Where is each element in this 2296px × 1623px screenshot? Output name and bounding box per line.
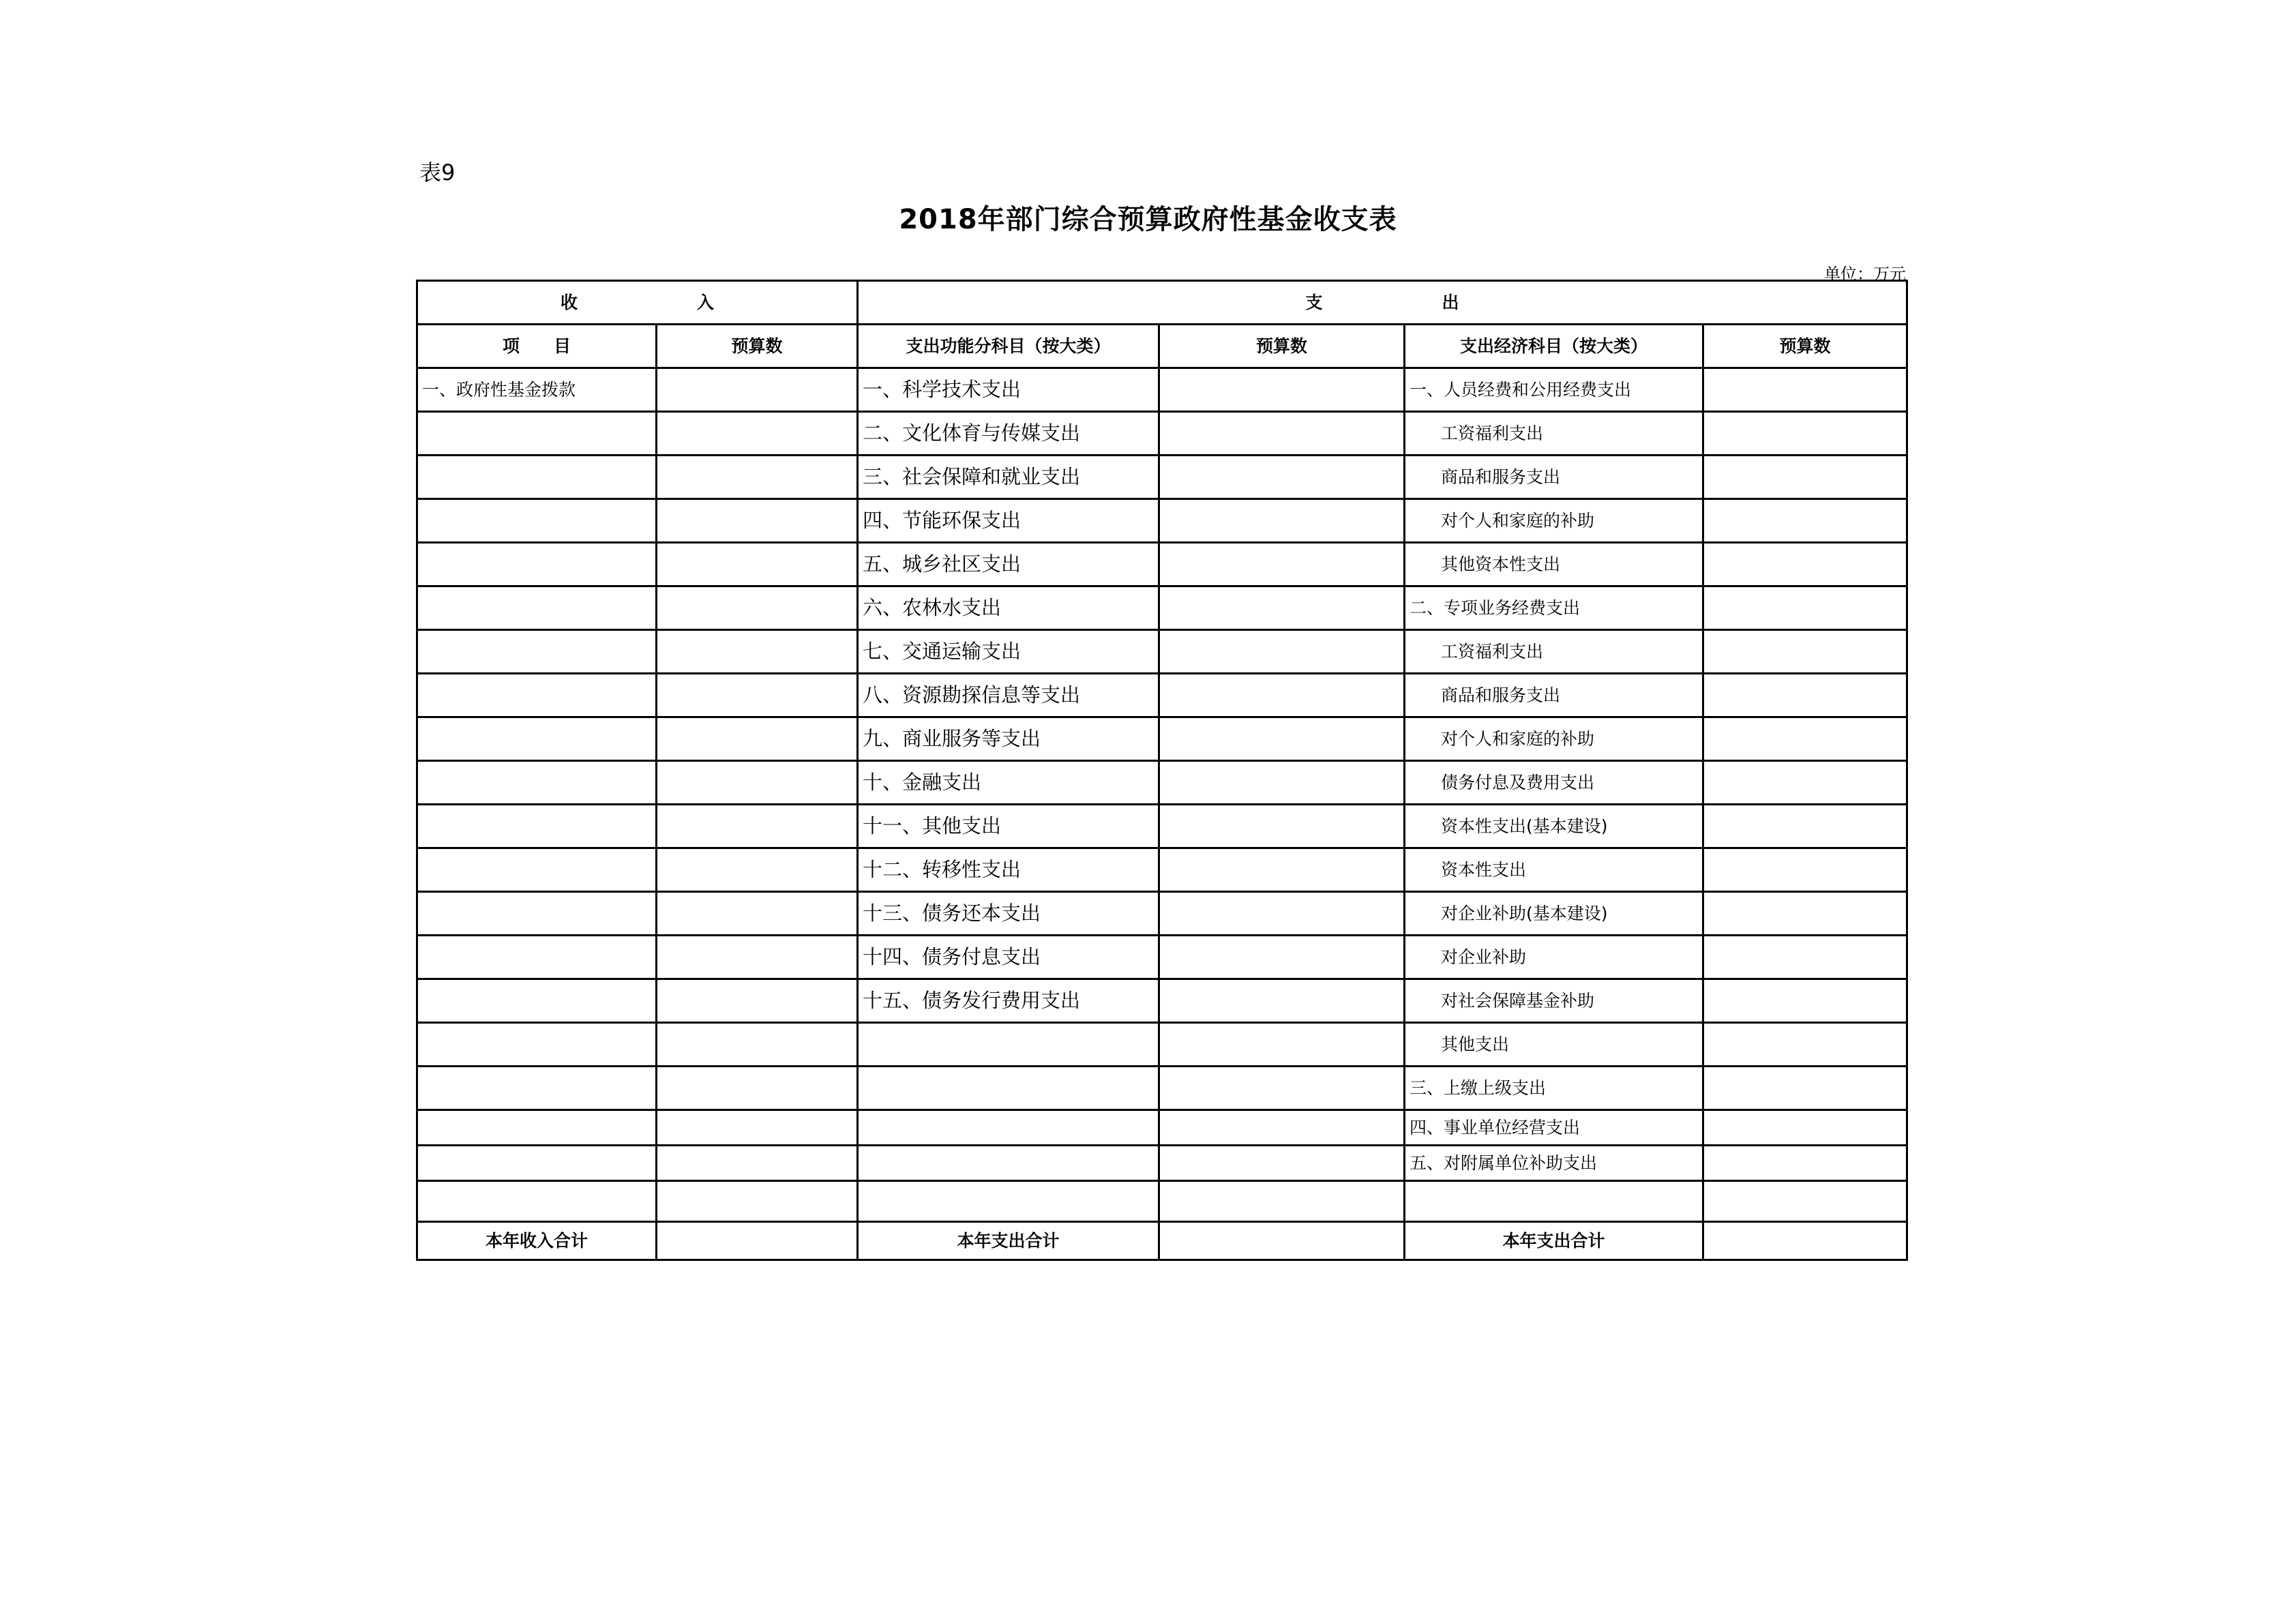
- econ-subject-cell: 对个人和家庭的补助: [1405, 717, 1703, 761]
- func-budget-cell: [1159, 848, 1405, 892]
- income-budget-cell: [657, 630, 858, 674]
- func-subject-cell: [858, 1146, 1159, 1181]
- table-row: [417, 1110, 1907, 1146]
- econ-subject-cell: 二、专项业务经费支出: [1405, 586, 1703, 630]
- income-budget-cell: [657, 717, 858, 761]
- econ-subject-cell: 商品和服务支出: [1405, 456, 1703, 499]
- func-budget-cell: [1159, 1146, 1405, 1181]
- econ-subject-cell: 对企业补助(基本建设): [1405, 892, 1703, 936]
- income-budget-cell: [657, 499, 858, 543]
- econ-budget-cell: [1703, 848, 1907, 892]
- income-item-cell: [417, 543, 657, 586]
- econ-total-value: [1703, 1222, 1907, 1260]
- blank-cell: [1703, 1181, 1907, 1222]
- col-header-econ-subject: 支出经济科目（按大类）: [1405, 325, 1703, 368]
- income-budget-cell: [657, 543, 858, 586]
- econ-subject-cell: 五、对附属单位补助支出: [1405, 1146, 1703, 1181]
- func-budget-cell: [1159, 499, 1405, 543]
- column-header-row: [417, 325, 1907, 368]
- table-row: [417, 1146, 1907, 1181]
- func-budget-cell: [1159, 1110, 1405, 1146]
- econ-budget-cell: [1703, 717, 1907, 761]
- blank-row: [417, 1181, 1907, 1222]
- table-row: [417, 412, 1907, 456]
- table-row: [417, 936, 1907, 979]
- table-row: [417, 630, 1907, 674]
- econ-subject-cell: 对企业补助: [1405, 936, 1703, 979]
- econ-budget-cell: [1703, 543, 1907, 586]
- income-item-cell: [417, 674, 657, 717]
- econ-subject-cell: 其他支出: [1405, 1023, 1703, 1067]
- econ-budget-cell: [1703, 674, 1907, 717]
- table-row: [417, 456, 1907, 499]
- econ-budget-cell: [1703, 1146, 1907, 1181]
- econ-budget-cell: [1703, 1023, 1907, 1067]
- econ-subject-cell: 资本性支出(基本建设): [1405, 805, 1703, 848]
- func-budget-cell: [1159, 586, 1405, 630]
- func-subject-cell: 二、文化体育与传媒支出: [858, 412, 1159, 456]
- func-subject-cell: 五、城乡社区支出: [858, 543, 1159, 586]
- func-budget-cell: [1159, 412, 1405, 456]
- income-item-cell: [417, 412, 657, 456]
- func-subject-cell: 七、交通运输支出: [858, 630, 1159, 674]
- func-budget-cell: [1159, 1023, 1405, 1067]
- econ-budget-cell: [1703, 499, 1907, 543]
- col-header-econ-budget: 预算数: [1703, 325, 1907, 368]
- unit-label: 单位：万元: [1824, 265, 1906, 284]
- func-budget-cell: [1159, 456, 1405, 499]
- table-row: [417, 499, 1907, 543]
- econ-total-label: 本年支出合计: [1405, 1222, 1703, 1260]
- table-row: [417, 1067, 1907, 1110]
- func-total-value: [1159, 1222, 1405, 1260]
- func-budget-cell: [1159, 717, 1405, 761]
- col-header-item: 项 目: [417, 325, 657, 368]
- income-budget-cell: [657, 1146, 858, 1181]
- func-subject-cell: 三、社会保障和就业支出: [858, 456, 1159, 499]
- section-header-row: [417, 281, 1907, 325]
- income-total-label: 本年收入合计: [417, 1222, 657, 1260]
- econ-budget-cell: [1703, 586, 1907, 630]
- income-item-cell: 一、政府性基金拨款: [417, 368, 657, 412]
- func-subject-cell: 六、农林水支出: [858, 586, 1159, 630]
- table-row: [417, 892, 1907, 936]
- econ-budget-cell: [1703, 456, 1907, 499]
- func-budget-cell: [1159, 674, 1405, 717]
- blank-cell: [657, 1181, 858, 1222]
- econ-subject-cell: 工资福利支出: [1405, 412, 1703, 456]
- income-item-cell: [417, 1110, 657, 1146]
- func-total-label: 本年支出合计: [858, 1222, 1159, 1260]
- income-budget-cell: [657, 674, 858, 717]
- func-subject-cell: [858, 1067, 1159, 1110]
- econ-budget-cell: [1703, 1110, 1907, 1146]
- econ-budget-cell: [1703, 1067, 1907, 1110]
- econ-budget-cell: [1703, 892, 1907, 936]
- econ-budget-cell: [1703, 761, 1907, 805]
- income-total-value: [657, 1222, 858, 1260]
- func-subject-cell: 十一、其他支出: [858, 805, 1159, 848]
- income-budget-cell: [657, 1067, 858, 1110]
- income-budget-cell: [657, 586, 858, 630]
- func-budget-cell: [1159, 1067, 1405, 1110]
- table-row: [417, 761, 1907, 805]
- blank-cell: [1159, 1181, 1405, 1222]
- econ-budget-cell: [1703, 805, 1907, 848]
- income-item-cell: [417, 717, 657, 761]
- func-budget-cell: [1159, 761, 1405, 805]
- income-item-cell: [417, 630, 657, 674]
- income-budget-cell: [657, 761, 858, 805]
- income-budget-cell: [657, 805, 858, 848]
- total-row: [417, 1222, 1907, 1260]
- table-row: [417, 674, 1907, 717]
- income-item-cell: [417, 761, 657, 805]
- func-subject-cell: 十三、债务还本支出: [858, 892, 1159, 936]
- col-header-func-subject: 支出功能分科目（按大类）: [858, 325, 1159, 368]
- table-row: [417, 979, 1907, 1023]
- table-row: [417, 586, 1907, 630]
- income-item-cell: [417, 979, 657, 1023]
- table-number-label: 表9: [419, 160, 456, 185]
- income-budget-cell: [657, 892, 858, 936]
- func-budget-cell: [1159, 630, 1405, 674]
- econ-subject-cell: 债务付息及费用支出: [1405, 761, 1703, 805]
- income-budget-cell: [657, 1023, 858, 1067]
- econ-budget-cell: [1703, 979, 1907, 1023]
- income-item-cell: [417, 1146, 657, 1181]
- income-item-cell: [417, 499, 657, 543]
- econ-subject-cell: 工资福利支出: [1405, 630, 1703, 674]
- func-subject-cell: 十五、债务发行费用支出: [858, 979, 1159, 1023]
- blank-cell: [417, 1181, 657, 1222]
- income-item-cell: [417, 586, 657, 630]
- income-item-cell: [417, 1067, 657, 1110]
- func-subject-cell: 九、商业服务等支出: [858, 717, 1159, 761]
- income-budget-cell: [657, 412, 858, 456]
- col-header-income-budget: 预算数: [657, 325, 858, 368]
- func-subject-cell: 十二、转移性支出: [858, 848, 1159, 892]
- page-title: 2018年部门综合预算政府性基金收支表: [899, 204, 1397, 235]
- blank-cell: [1405, 1181, 1703, 1222]
- col-header-func-budget: 预算数: [1159, 325, 1405, 368]
- func-subject-cell: 十四、债务付息支出: [858, 936, 1159, 979]
- income-section-header: 收 入: [417, 281, 858, 325]
- income-budget-cell: [657, 979, 858, 1023]
- func-subject-cell: 一、科学技术支出: [858, 368, 1159, 412]
- income-item-cell: [417, 805, 657, 848]
- func-budget-cell: [1159, 368, 1405, 412]
- income-budget-cell: [657, 936, 858, 979]
- func-budget-cell: [1159, 979, 1405, 1023]
- func-subject-cell: 八、资源勘探信息等支出: [858, 674, 1159, 717]
- func-budget-cell: [1159, 936, 1405, 979]
- econ-subject-cell: 对社会保障基金补助: [1405, 979, 1703, 1023]
- income-budget-cell: [657, 456, 858, 499]
- income-budget-cell: [657, 848, 858, 892]
- econ-budget-cell: [1703, 630, 1907, 674]
- table-row: [417, 543, 1907, 586]
- income-budget-cell: [657, 1110, 858, 1146]
- income-item-cell: [417, 892, 657, 936]
- func-subject-cell: [858, 1110, 1159, 1146]
- table-row: [417, 368, 1907, 412]
- econ-subject-cell: 三、上缴上级支出: [1405, 1067, 1703, 1110]
- budget-table: [416, 280, 1908, 1261]
- func-budget-cell: [1159, 892, 1405, 936]
- income-item-cell: [417, 936, 657, 979]
- table-row: [417, 1023, 1907, 1067]
- blank-cell: [858, 1181, 1159, 1222]
- income-budget-cell: [657, 368, 858, 412]
- econ-subject-cell: 一、人员经费和公用经费支出: [1405, 368, 1703, 412]
- func-subject-cell: 四、节能环保支出: [858, 499, 1159, 543]
- expense-section-header: 支 出: [858, 281, 1907, 325]
- func-budget-cell: [1159, 805, 1405, 848]
- table-row: [417, 805, 1907, 848]
- income-item-cell: [417, 1023, 657, 1067]
- econ-subject-cell: 四、事业单位经营支出: [1405, 1110, 1703, 1146]
- table-row: [417, 717, 1907, 761]
- func-budget-cell: [1159, 543, 1405, 586]
- econ-budget-cell: [1703, 412, 1907, 456]
- func-subject-cell: [858, 1023, 1159, 1067]
- econ-subject-cell: 对个人和家庭的补助: [1405, 499, 1703, 543]
- table-row: [417, 848, 1907, 892]
- econ-subject-cell: 资本性支出: [1405, 848, 1703, 892]
- func-subject-cell: 十、金融支出: [858, 761, 1159, 805]
- econ-budget-cell: [1703, 368, 1907, 412]
- income-item-cell: [417, 456, 657, 499]
- econ-subject-cell: 商品和服务支出: [1405, 674, 1703, 717]
- income-item-cell: [417, 848, 657, 892]
- econ-budget-cell: [1703, 936, 1907, 979]
- econ-subject-cell: 其他资本性支出: [1405, 543, 1703, 586]
